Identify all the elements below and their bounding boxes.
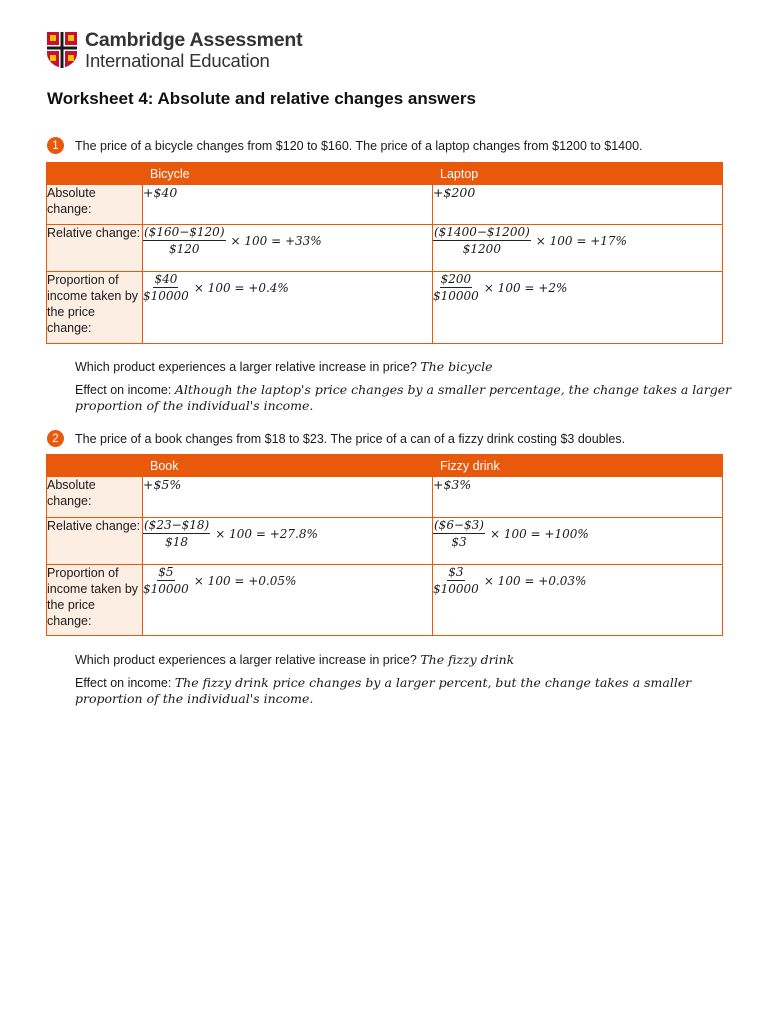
fraction <box>433 272 479 303</box>
answer-cell: +$40 <box>143 185 433 225</box>
fraction <box>143 272 189 303</box>
effect-answer: Although the laptop's price changes by a smaller percentage, the change takes a larger proportion of the individual's income. <box>75 382 732 413</box>
expression-result: × 100 = +0.4% <box>193 280 289 295</box>
answer-cell <box>143 272 433 344</box>
expression-result: × 100 = +100% <box>489 526 589 541</box>
numerator: $5 <box>158 565 174 579</box>
numerator: $40 <box>154 272 178 286</box>
answer-cell: +$200 <box>433 185 723 225</box>
effect-on-income-2 <box>75 675 735 707</box>
answer-cell <box>433 518 723 565</box>
denominator: $10000 <box>143 289 189 303</box>
effect-label: Effect on income: <box>75 676 172 690</box>
effect-on-income-1 <box>75 382 735 414</box>
denominator: $1200 <box>462 242 501 256</box>
denominator: $120 <box>168 242 200 256</box>
row-label: Absolute change: <box>47 477 143 518</box>
which-answer: The fizzy drink <box>420 652 515 667</box>
effect-answer: The fizzy drink price changes by a larger percent, but the change takes a smaller proportion of the individual's income. <box>75 675 692 706</box>
answer-cell <box>433 272 723 344</box>
question-1 <box>47 137 643 154</box>
expression-result: × 100 = +27.8% <box>215 526 318 541</box>
numerator: ($160−$120) <box>144 225 225 239</box>
expression-result: × 100 = +0.05% <box>193 573 297 588</box>
question-number-badge: 2 <box>47 430 64 447</box>
table-header-blank <box>47 455 143 477</box>
answer-cell <box>433 565 723 636</box>
which-product-line-1 <box>75 359 493 374</box>
expression-result: × 100 = +33% <box>230 233 322 248</box>
fraction <box>143 565 189 596</box>
fraction <box>433 565 479 596</box>
numerator: ($23−$18) <box>144 518 210 532</box>
column-header: Laptop <box>433 163 723 185</box>
which-product-line-2 <box>75 652 514 667</box>
cambridge-shield-icon <box>46 31 78 69</box>
answer-cell <box>143 225 433 272</box>
denominator: $10000 <box>433 289 479 303</box>
fraction <box>143 225 226 256</box>
numerator: $200 <box>440 272 472 286</box>
expression-result: × 100 = +0.03% <box>483 573 587 588</box>
fraction <box>143 518 210 549</box>
answer-table-1 <box>46 162 723 344</box>
row-label: Relative change: <box>47 518 143 565</box>
answer-cell <box>143 565 433 636</box>
denominator: $10000 <box>433 582 479 596</box>
question-text: The price of a book changes from $18 to $23. The price of a can of a fizzy drink costing $3 doubles. <box>75 431 626 446</box>
logo-line-2: International Education <box>85 49 270 71</box>
numerator: $3 <box>448 565 464 579</box>
expression-result: × 100 = +2% <box>483 280 568 295</box>
column-header: Fizzy drink <box>433 455 723 477</box>
denominator: $3 <box>451 535 467 549</box>
question-text: The price of a bicycle changes from $120 to $160. The price of a laptop changes from $1200 to $1400. <box>75 138 643 153</box>
page-title: Worksheet 4: Absolute and relative changes answers <box>47 89 476 108</box>
logo-line-1: Cambridge Assessment <box>85 29 303 51</box>
question-number-badge: 1 <box>47 137 64 154</box>
denominator: $10000 <box>143 582 189 596</box>
answer-cell: +$3% <box>433 477 723 518</box>
question-2 <box>47 430 625 447</box>
column-header: Bicycle <box>143 163 433 185</box>
which-question: Which product experiences a larger relative increase in price? <box>75 653 417 667</box>
fraction <box>433 225 531 256</box>
answer-cell <box>433 225 723 272</box>
effect-label: Effect on income: <box>75 383 172 397</box>
fraction <box>433 518 485 549</box>
expression-result: × 100 = +17% <box>535 233 627 248</box>
numerator: ($1400−$1200) <box>434 225 530 239</box>
row-label: Relative change: <box>47 225 143 272</box>
answer-table-2 <box>46 454 723 636</box>
column-header: Book <box>143 455 433 477</box>
row-label: Absolute change: <box>47 185 143 225</box>
which-question: Which product experiences a larger relative increase in price? <box>75 360 417 374</box>
row-label: Proportion of income taken by the price change: <box>47 565 143 636</box>
numerator: ($6−$3) <box>434 518 484 532</box>
denominator: $18 <box>165 535 189 549</box>
table-header-blank <box>47 163 143 185</box>
answer-cell <box>143 518 433 565</box>
cambridge-logo <box>46 31 302 70</box>
row-label: Proportion of income taken by the price change: <box>47 272 143 344</box>
answer-cell: +$5% <box>143 477 433 518</box>
which-answer: The bicycle <box>420 359 493 374</box>
